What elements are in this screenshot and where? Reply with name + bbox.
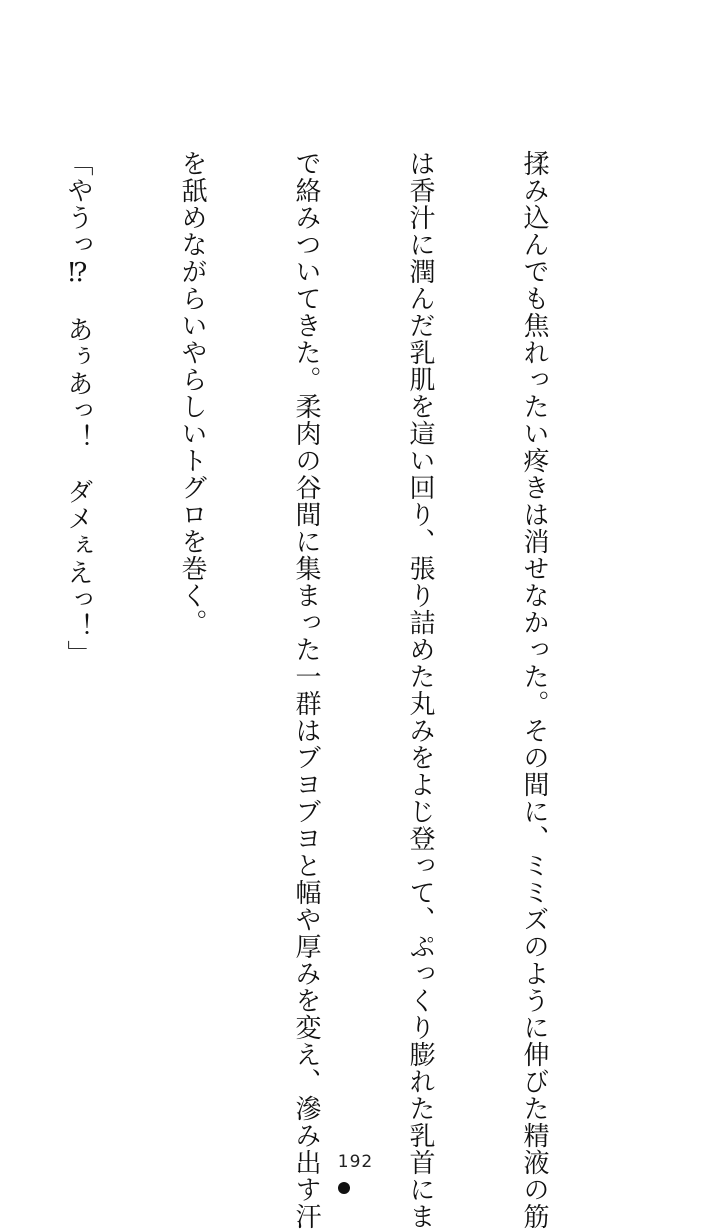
text-line: は香汁に潤んだ乳肌を這い回り、張り詰めた丸みをよじ登って、ぷっくり膨れた乳首にま (405, 150, 435, 1230)
text-line: 揉み込んでも焦れったい疼きは消せなかった。その間に、ミミズのように伸びた精液の筋 (519, 150, 549, 1230)
bullet-mark-icon (338, 1182, 350, 1194)
page-number: 192 (337, 1152, 374, 1172)
text-line: を舐めながらいやらしいトグロを巻く。 (177, 150, 207, 636)
text-line: で絡みついてきた。柔肉の谷間に集まった一群はブヨブヨと幅や厚みを変え、滲み出す汗 (291, 150, 321, 1230)
text-line: 「やうっ⁉ あぅあっ！ ダメぇえっ！」 (63, 150, 93, 667)
